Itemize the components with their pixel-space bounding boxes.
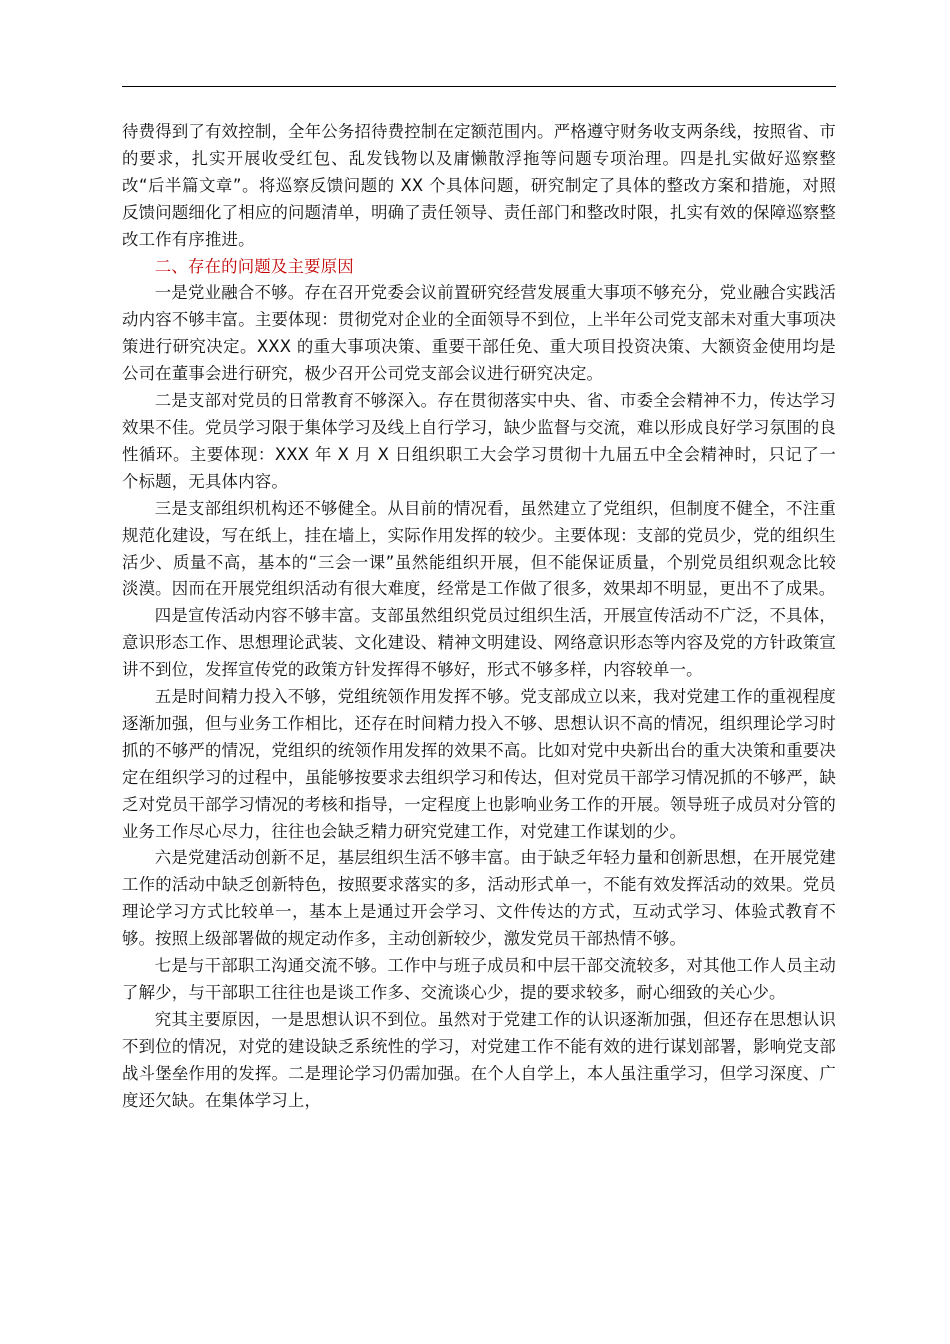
paragraph-issue-6: 六是党建活动创新不足，基层组织生活不够丰富。由于缺乏年轻力量和创新思想，在开展党建工作的活动中缺乏创新特色，按照要求落实的多，活动形式单一，不能有效发挥活动的效果。党员理论学习方式比较单一，基本上是通过开会学习、文件传达的方式，互动式学习、体验式教育不够。按照上级部署做的规定动作多，主动创新较少，激发党员干部热情不够。 xyxy=(122,848,836,949)
paragraph-issue-3: 三是支部组织机构还不够健全。从目前的情况看，虽然建立了党组织，但制度不健全，不注重规范化建设，写在纸上，挂在墙上，实际作用发挥的较少。主要体现：支部的党员少，党的组织生活少、质量不高，基本的“三会一课”虽然能组织开展，但不能保证质量，个别党员组织观念比较淡漠。因而在开展党组织活动有很大难度，经常是工作做了很多，效果却不明显，更出不了成果。 xyxy=(122,498,836,599)
paragraph-issue-5: 五是时间精力投入不够，党组统领作用发挥不够。党支部成立以来，我对党建工作的重视程度逐渐加强，但与业务工作相比，还存在时间精力投入不够、思想认识不高的情况，组织理论学习时抓的不够严的情况，党组织的统领作用发挥的效果不高。比如对党中央新出台的重大决策和重要决定在组织学习的过程中，虽能够按要求去组织学习和传达，但对党员干部学习情况抓的不够严，缺乏对党员干部学习情况的考核和指导，一定程度上也影响业务工作的开展。领导班子成员对分管的业务工作尽心尽力，往往也会缺乏精力研究党建工作，对党建工作谋划的少。 xyxy=(122,687,836,841)
header-rule xyxy=(122,86,836,87)
paragraph-continuation: 待费得到了有效控制，全年公务招待费控制在定额范围内。严格遵守财务收支两条线，按照省、市的要求，扎实开展收受红包、乱发钱物以及庸懒散浮拖等问题专项治理。四是扎实做好巡察整改“后半篇文章”。将巡察反馈问题的 XX 个具体问题，研究制定了具体的整改方案和措施，对照反馈问题细化了相应的问题清单，明确了责任领导、责任部门和整改时限，扎实有效的保障巡察整改工作有序推进。 xyxy=(122,122,836,249)
section-heading: 二、存在的问题及主要原因 xyxy=(154,256,354,276)
paragraph-issue-4: 四是宣传活动内容不够丰富。支部虽然组织党员过组织生活，开展宣传活动不广泛，不具体，意识形态工作、思想理论武装、文化建设、精神文明建设、网络意识形态等内容及党的方针政策宣讲不到位，发挥宣传党的政策方针发挥得不够好，形式不够多样，内容较单一。 xyxy=(122,606,836,680)
paragraph-issue-1: 一是党业融合不够。存在召开党委会议前置研究经营发展重大事项不够充分，党业融合实践活动内容不够丰富。主要体现：贯彻党对企业的全面领导不到位，上半年公司党支部未对重大事项决策进行研究决定。XXX 的重大事项决策、重要干部任免、重大项目投资决策、大额资金使用均是公司在董事会进行研究，极少召开公司党支部会议进行研究决定。 xyxy=(122,283,836,384)
paragraph-issue-2: 二是支部对党员的日常教育不够深入。存在贯彻落实中央、省、市委全会精神不力，传达学习效果不佳。党员学习限于集体学习及线上自行学习，缺少监督与交流，难以形成良好学习氛围的良性循环。主要体现：XXX 年 X 月 X 日组织职工大会学习贯彻十九届五中全会精神时，只记了一个标题，无具体内容。 xyxy=(122,391,836,491)
document-body xyxy=(122,119,836,1115)
paragraph-causes: 究其主要原因，一是思想认识不到位。虽然对于党建工作的认识逐渐加强，但还存在思想认识不到位的情况，对党的建设缺乏系统性的学习，对党建工作不能有效的进行谋划部署，影响党支部战斗堡垒作用的发挥。二是理论学习仍需加强。在个人自学上，本人虽注重学习，但学习深度、广度还欠缺。在集体学习上， xyxy=(122,1009,836,1110)
paragraph-issue-7: 七是与干部职工沟通交流不够。工作中与班子成员和中层干部交流较多，对其他工作人员主动了解少，与干部职工往往也是谈工作多、交流谈心少，提的要求较多，耐心细致的关心少。 xyxy=(122,956,836,1002)
